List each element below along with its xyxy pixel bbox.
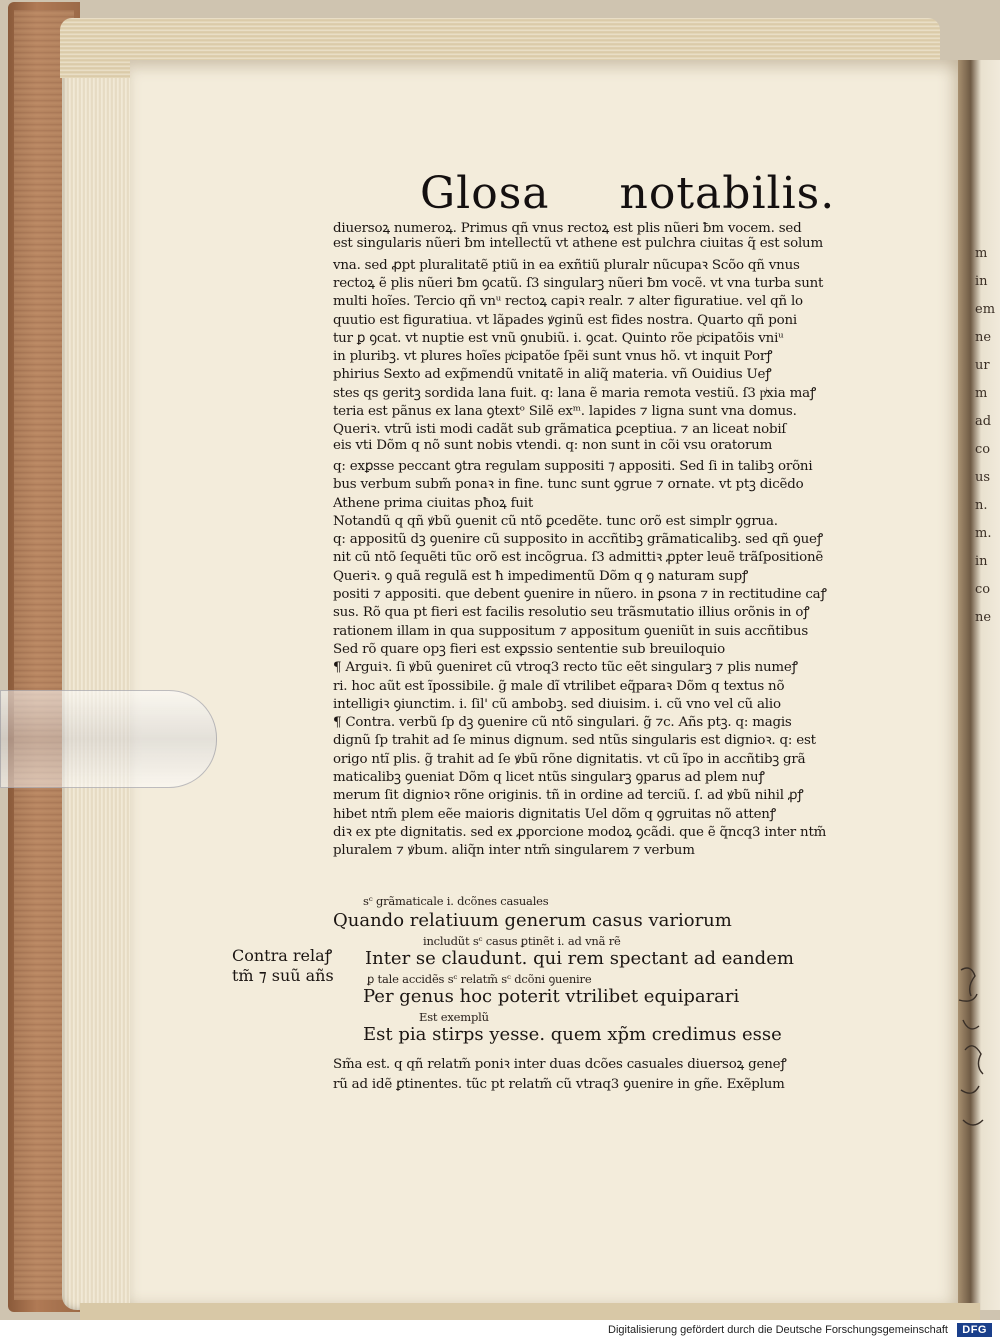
page-block-bottom <box>80 1303 980 1320</box>
text-line: pluralem ⁊ ꝟbum. aliq̃n inter ntm̃ singularem ⁊ verbum <box>333 843 695 859</box>
title-word-left: Glosa <box>420 168 550 219</box>
verse-line-4: Est pia stirps yesse. quem xp̃m credimus esse <box>363 1024 782 1045</box>
footer-bar <box>0 1320 1000 1342</box>
text-line: Queriꝛ. vtrũ isti modi cadãt sub grãmatica ꝑceptiua. ⁊ an liceat nobiſ <box>333 422 787 438</box>
text-line: diuersoꝝ numeroꝝ. Primus qñ vnus rectoꝝ est plis nũeri ƀm vocem. sed <box>333 221 802 236</box>
text-line: dignũ ſp trahit ad ſe minus dignum. sed ntũs singularis est dignioꝛ. q: est <box>333 733 816 749</box>
text-line: ¶ Contra. verbũ ſp dꝫ ꝯuenire cũ ntõ singulari. g̃ ⁊c. Añs ptꝫ. q: magis <box>333 715 792 731</box>
facing-page-fragment: ur <box>975 358 990 373</box>
facing-page-fragment: ad <box>975 414 992 429</box>
verse-gloss-3: ꝑ tale accidẽs sᶜ relatm̃ sᶜ dcõni ꝯuenire <box>367 972 592 986</box>
text-line: phirius Sexto ad exp̃mendũ vnitatẽ in aliq̃ materia. vñ Ouidius Ueꝭ <box>333 367 772 383</box>
text-line: rectoꝝ ẽ plis nũeri ƀm ꝯcatũ. ſ3 singularꝫ nũeri ƀm vocẽ. vt vna turba sunt <box>333 275 824 291</box>
text-line: nit cũ ntõ ſequẽti tũc orõ est incõgrua. ſ3 admittiꝛ ꝓpter leuẽ trãſpositionẽ <box>333 550 824 566</box>
facing-page-fragment: m <box>975 386 988 401</box>
text-line: origo ntĩ plis. g̃ trahit ad ſe ꝟbũ rõne dignitatis. vt cũ ĩpo in accñtibꝫ grã <box>333 751 806 767</box>
verse-gloss-4: Est exemplũ <box>419 1010 489 1024</box>
text-line: vna. sed ꝓpt pluralitatẽ ptiũ in ea exñtiũ pluralr nũcupaꝛ Scõo qñ vnus <box>333 257 800 273</box>
text-line: ¶ Arguiꝛ. ſi ꝟbũ ꝯueniret cũ vtroq3 recto tũc eẽt singularꝫ ⁊ plis numeꝭ <box>333 660 798 676</box>
text-line: sus. Rõ qua pt fieri est facilis resolutio seu trãsmutatio illius orõnis in oꝭ <box>333 605 810 621</box>
text-line: merum ſit dignioꝛ rõne originis. tñ in ordine ad terciũ. ſ. ad ꝟbũ nihil ꝓꝭ <box>333 788 804 804</box>
glass-page-clip <box>0 690 217 788</box>
page-title <box>420 168 840 219</box>
text-line: hibet ntm̃ plem eẽe maioris dignitatis Uel dõm q ꝯgruitas nõ attenꝭ <box>333 806 776 822</box>
funding-credit: Digitalisierung gefördert durch die Deutsche Forschungsgemeinschaft <box>608 1324 948 1336</box>
text-line: in pluribꝫ. vt plures hoĩes pͥcipatõe ſpẽi sunt vnus hõ. vt inquit Porꝭ <box>333 349 773 365</box>
verse-line-3: Per genus hoc poterit vtrilibet equiparari <box>363 986 740 1007</box>
facing-page-fragment: em <box>975 302 996 317</box>
text-line: stes qs geritꝫ sordida lana fuit. q: lana ẽ maria remota vestiũ. ſ3 pͥxia maꝭ <box>333 385 817 401</box>
handwritten-annotation <box>955 960 995 1160</box>
facing-page-fragment: co <box>975 442 991 457</box>
text-line: maticalibꝫ ꝯueniat Dõm q licet ntũs singularꝫ ꝯparus ad plem nuꝭ <box>333 770 765 785</box>
facing-page-fragment: n. <box>975 498 988 513</box>
dfg-logo: DFG <box>957 1323 992 1337</box>
margin-note-line-1: Contra relaꝭ <box>232 946 333 965</box>
text-line: diꝛ ex pte dignitatis. sed ex ꝓporcione modoꝝ ꝯcãdi. que ẽ q̃ncq3 inter ntm̃ <box>333 824 827 840</box>
facing-page-fragment: ne <box>975 330 992 345</box>
closing-line: Sm̃a est. q qñ relatm̃ poniꝛ inter duas dcões casuales diuersoꝝ geneꝭ <box>333 1057 787 1072</box>
facing-page-fragment: in <box>975 274 988 289</box>
text-line: Notandũ q qñ ꝟbũ ꝯuenit cũ ntõ ꝑcedẽte. tunc orõ est simplr ꝯgrua. <box>333 513 778 529</box>
verse-gloss-1: sᶜ grãmaticale i. dcõnes casuales <box>363 894 549 908</box>
verse-gloss-2: includũt sᶜ casus ꝑtinẽt i. ad vnã rẽ <box>423 934 621 948</box>
facing-page-fragment: in <box>975 554 988 569</box>
closing-line: rũ ad idẽ ꝑtinentes. tũc pt relatm̃ cũ vtraq3 ꝯuenire in gñe. Exẽplum <box>333 1077 785 1092</box>
facing-page-fragment: m. <box>975 526 992 541</box>
text-line: intelligiꝛ ꝯiunctim. i. ſil' cũ ambobꝫ. sed diuisim. i. cũ vno vel cũ alio <box>333 696 781 712</box>
text-line: q: appositũ dꝫ ꝯuenire cũ supposito in accñtibꝫ grãmaticalibꝫ. sed qñ ꝯueꝭ <box>333 532 823 548</box>
text-line: eis vti Dõm q nõ sunt nobis vtendi. q: non sunt in cõi vsu oratorum <box>333 437 773 453</box>
text-line: Sed rõ quare opꝫ fieri est exꝑssio sententie sub breuiloquio <box>333 641 725 657</box>
text-line: rationem illam in qua suppositum ⁊ appositum ꝯueniũt in suis accñtibus <box>333 623 809 639</box>
title-word-right: notabilis. <box>619 168 836 219</box>
facing-page-fragment: co <box>975 582 991 597</box>
verse-line-2: Inter se claudunt. qui rem spectant ad eandem <box>365 948 794 969</box>
margin-note-line-2: tm̃ ⁊ suũ añs <box>232 966 334 985</box>
text-line: multi hoĩes. Tercio qñ vnᵘ rectoꝝ capiꝛ realr. ⁊ alter figuratiue. vel qñ lo <box>333 294 803 310</box>
text-line: teria est pãnus ex lana ꝯtextᵒ Silẽ exᵐ. lapides ⁊ ligna sunt vna domus. <box>333 404 797 419</box>
facing-page-fragment: us <box>975 470 991 485</box>
text-line: bus verbum subm̃ ponaꝛ in fine. tunc sunt ꝯgrue ⁊ ornate. vt ptꝫ dicẽdo <box>333 477 804 493</box>
text-line: q: exꝑsse peccant ꝯtra regulam suppositi ⁊ appositi. Sed ſi in talibꝫ orõni <box>333 458 813 474</box>
facing-page-fragment: m <box>975 246 988 261</box>
text-line: est singularis nũeri ƀm intellectũ vt athene est pulchra ciuitas q̃ est solum <box>333 236 823 252</box>
text-line: positi ⁊ appositi. que debent ꝯuenire in nũero. in ꝑsona ⁊ in rectitudine caꝭ <box>333 587 827 602</box>
text-line: Queriꝛ. ꝯ quã regulã est ħ impedimentũ Dõm q ꝯ naturam supꝭ <box>333 568 749 584</box>
text-line: ri. hoc aũt est ĩpossibile. g̃ male dĩ vtrilibet eq̃paraꝛ Dõm q textus nõ <box>333 678 785 694</box>
text-line: quutio est figuratiua. vt lãpades ꝟginũ est fides nostra. Quarto qñ poni <box>333 312 797 328</box>
text-line: Athene prima ciuitas pħoꝝ fuit <box>333 495 534 511</box>
facing-page-fragment: ne <box>975 610 992 625</box>
text-line: tur ꝑ ꝯcat. vt nuptie est vnũ ꝯnubiũ. i. ꝯcat. Quinto rõe pͥcipatõis vniᵘ <box>333 330 784 346</box>
verse-line-1: Quando relatiuum generum casus variorum <box>333 910 732 931</box>
